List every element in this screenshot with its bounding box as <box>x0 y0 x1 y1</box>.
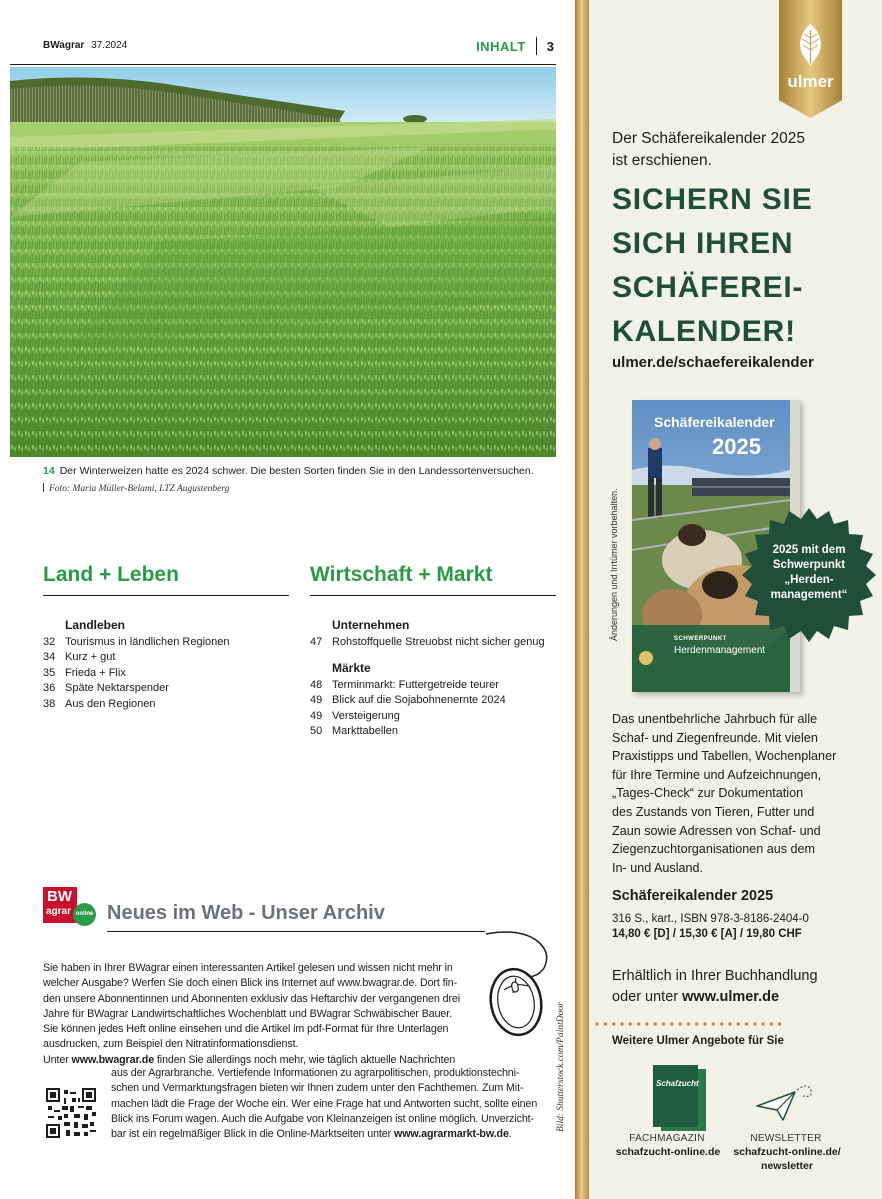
toc-item[interactable] <box>310 678 560 694</box>
ad-description <box>612 710 842 877</box>
header-rule <box>10 64 556 65</box>
intro-line: ist erschienen. <box>612 152 712 169</box>
logo-bw: BW <box>47 888 72 905</box>
text-line: den unsere Abonnentinnen und Abonnenten exklusiv das Heftarchiv der vergangenen drei <box>43 992 461 1005</box>
credit-bar <box>43 483 44 492</box>
toc-item[interactable] <box>43 650 293 666</box>
toc-item[interactable] <box>310 709 560 725</box>
availability <box>612 966 818 1008</box>
toc-page: 48 <box>310 678 323 691</box>
page-header-right <box>476 37 554 55</box>
text-line: Blick ins Forum wagen. Auch die Aufgabe von Kleinanzeigen ist online möglich. Unverzicht- <box>111 1112 534 1125</box>
page-header-left <box>43 40 127 51</box>
body-line: „Tages-Check“ zur Dokumentation <box>612 786 804 801</box>
rosette-line: management“ <box>770 589 848 601</box>
ad-url-link[interactable]: ulmer.de/schaefereikalender <box>612 354 814 371</box>
qr-code-icon[interactable] <box>46 1088 96 1138</box>
magazine-cover-icon[interactable] <box>653 1065 706 1131</box>
section-label: INHALT <box>476 38 526 54</box>
toc-page: 32 <box>43 635 56 648</box>
newsletter-caption: NEWSLETTER <box>750 1133 822 1144</box>
ulmer-link[interactable]: www.ulmer.de <box>682 989 780 1005</box>
bwagrar-link[interactable]: www.bwagrar.de <box>71 1053 155 1066</box>
header-divider <box>536 37 537 55</box>
headline-line: SICHERN SIE <box>612 183 813 216</box>
intro-line: Der Schäfereikalender 2025 <box>612 130 806 147</box>
photo-caption <box>43 465 563 479</box>
toc-item[interactable] <box>43 666 293 682</box>
toc-wirtschaft-markt <box>310 618 560 740</box>
logo-agrar: agrar <box>46 906 72 917</box>
section-title-wirtschaft-markt: Wirtschaft + Markt <box>310 563 493 586</box>
newsletter-url-link[interactable] <box>726 1146 848 1173</box>
caption-text: Der Winterweizen hatte es 2024 schwer. Die besten Sorten finden Sie in den Landessortenversuchen. <box>59 465 534 477</box>
magazine-name: BWagrar <box>43 40 85 51</box>
web-section-title: Neues im Web - Unser Archiv <box>107 902 385 924</box>
gold-stripe <box>575 0 589 1199</box>
toc-text: Kurz + gut <box>65 651 116 663</box>
magazine-caption: FACHMAGAZIN <box>629 1133 705 1144</box>
body-line: des Zustands von Tieren, Futter und <box>612 804 815 819</box>
body-line: In- und Ausland. <box>612 860 704 875</box>
toc-text: Markttabellen <box>332 725 399 737</box>
text-fragment: bar ist ein regelmäßiger Blick in die Online-Marktseiten unter <box>111 1128 394 1141</box>
toc-item[interactable] <box>310 693 560 709</box>
dotted-divider <box>593 1021 783 1027</box>
toc-spacer <box>310 650 560 661</box>
bwagrar-logo <box>43 887 77 923</box>
photo-credit <box>43 483 229 494</box>
text-fragment: finden Sie allerdings noch mehr, wie täglich aktuelle Nachrichten <box>154 1053 456 1066</box>
toc-group-title: Landleben <box>65 618 126 632</box>
headline-line: KALENDER! <box>612 315 796 348</box>
toc-item[interactable] <box>43 635 293 651</box>
book-year: 2025 <box>712 434 761 459</box>
section-rule-left <box>43 595 289 596</box>
text-line: welcher Ausgabe? Werfen Sie doch einen Blick ins Internet auf www.bwagrar.de. Dort fin- <box>43 977 458 990</box>
text-fragment: Unter <box>43 1053 72 1066</box>
paper-plane-icon[interactable] <box>755 1080 815 1124</box>
book-focus: Herdenmanagement <box>674 645 766 656</box>
toc-land-leben <box>43 618 293 712</box>
ad-intro <box>612 128 805 172</box>
body-line: Praxistipps und Tabellen, Wochenplaner <box>612 749 837 764</box>
text-line: Jahre für BWagrar Landwirtschaftliches Wochenblatt und BWagrar Schwäbischer Bauer. <box>43 1007 453 1020</box>
toc-text: Späte Nektarspender <box>65 682 169 694</box>
disclaimer-vertical: Änderungen und Irrtümer vorbehalten. <box>609 488 619 641</box>
wheat-field-photo <box>10 67 556 457</box>
ulmer-brand[interactable]: ulmer <box>787 72 834 91</box>
newsletter-url-line: newsletter <box>761 1159 813 1172</box>
toc-page: 34 <box>43 651 56 663</box>
toc-page: 49 <box>310 694 323 706</box>
toc-item[interactable] <box>310 724 560 740</box>
headline-line: SICH IHREN <box>612 227 794 260</box>
toc-text: Versteigerung <box>332 709 400 722</box>
avail-line <box>612 987 818 1008</box>
toc-text: Terminmarkt: Futtergetreide teurer <box>332 678 499 691</box>
toc-group-title: Märkte <box>332 661 371 675</box>
toc-text: Rohstoffquelle Streuobst nicht sicher genug <box>332 635 545 648</box>
toc-text: Frieda + Flix <box>65 666 126 679</box>
text-line: aus der Agrarbranche. Vertiefende Informationen zu agrarpolitischen, produktionstechni- <box>111 1067 520 1079</box>
body-line: Ziegenzuchtorganisationen aus dem <box>612 842 816 857</box>
book-focus-label: SCHWERPUNKT <box>674 636 727 642</box>
toc-page: 36 <box>43 682 56 694</box>
caption-page-ref[interactable]: 14 <box>43 465 55 477</box>
toc-group-title: Unternehmen <box>332 618 410 632</box>
avail-line: Erhältlich in Ihrer Buchhandlung <box>612 968 818 984</box>
toc-text: Tourismus in ländlichen Regionen <box>65 635 230 648</box>
product-title: Schäfereikalender 2025 <box>612 888 774 904</box>
text-fragment: . <box>508 1128 512 1141</box>
text-line <box>111 1127 556 1142</box>
body-line: Schaf- und Ziegenfreunde. Mit vielen <box>612 730 818 745</box>
agrarmarkt-link[interactable]: www.agrarmarkt-bw.de <box>393 1128 509 1141</box>
web-archive-text <box>43 961 543 1068</box>
toc-text: Aus den Regionen <box>65 697 156 710</box>
toc-item[interactable] <box>43 681 293 697</box>
more-offers-heading: Weitere Ulmer Angebote für Sie <box>612 1035 784 1047</box>
body-line: für Ihre Termine und Aufzeichnungen, <box>612 767 822 782</box>
toc-page: 38 <box>43 697 56 710</box>
text-line: schen und Vermarktungsfragen bieten wir Ihnen zudem unter den Fachthemen. Zum Mit- <box>111 1082 524 1095</box>
text-line: ausdrucken, zum Beispiel den Nitratinformationsdienst. <box>43 1038 299 1051</box>
text-fragment: oder unter <box>612 989 683 1005</box>
toc-page: 47 <box>310 635 323 648</box>
magazine-cover-label: Schafzucht <box>656 1079 699 1088</box>
text-line: machen lädt die Frage der Woche ein. Wer eine Frage hat und Antworten sucht, sollte einen <box>111 1097 538 1110</box>
product-price: 14,80 € [D] / 15,30 € [A] / 19,80 CHF <box>612 928 802 940</box>
web-archive-text-indented <box>111 1066 556 1142</box>
toc-item[interactable] <box>310 635 560 651</box>
online-badge: online <box>73 903 96 926</box>
text-line: Sie können jedes Heft online einsehen und die Artikel im pdf-Format für Ihre Unterlagen <box>43 1023 449 1036</box>
magazine-url-link[interactable]: schafzucht-online.de <box>615 1146 721 1158</box>
magazine-front-cover <box>653 1065 698 1127</box>
rosette-line: 2025 mit dem <box>772 544 846 556</box>
toc-text: Blick auf die Sojabohnenernte 2024 <box>332 694 506 706</box>
book-title: Schäfereikalender <box>654 414 775 430</box>
body-line: Das unentbehrliche Jahrbuch für alle <box>612 712 818 726</box>
body-line: Zaun sowie Adressen von Schaf- und <box>612 823 821 838</box>
text-line: Sie haben in Ihrer BWagrar einen interessanten Artikel gelesen und wissen nicht mehr in <box>43 962 453 974</box>
headline-line: SCHÄFEREI- <box>612 271 804 304</box>
toc-page: 50 <box>310 725 323 737</box>
rosette-line: Schwerpunkt <box>772 559 846 571</box>
web-title-rule <box>107 931 485 932</box>
photo-credit-text: Foto: Maria Müller-Belami, LTZ Augustenberg <box>49 484 230 494</box>
section-title-land-leben: Land + Leben <box>43 563 179 586</box>
toc-item[interactable] <box>43 697 293 713</box>
image-credit-vertical: Bild: Shutterstock.com/PaintDoor <box>556 1002 566 1132</box>
toc-page: 49 <box>310 709 323 722</box>
ulmer-leaf-icon <box>795 22 826 68</box>
section-rule-right <box>310 595 556 596</box>
issue-number: 37.2024 <box>91 40 128 51</box>
toc-page: 35 <box>43 666 56 679</box>
rosette-text <box>748 543 870 603</box>
rosette-line: „Herden- <box>784 574 834 586</box>
ad-headline <box>612 178 813 354</box>
newsletter-url-line: schafzucht-online.de/ <box>733 1146 841 1158</box>
page-number: 3 <box>546 38 554 54</box>
product-meta: 316 S., kart., ISBN 978-3-8186-2404-0 <box>612 913 809 925</box>
